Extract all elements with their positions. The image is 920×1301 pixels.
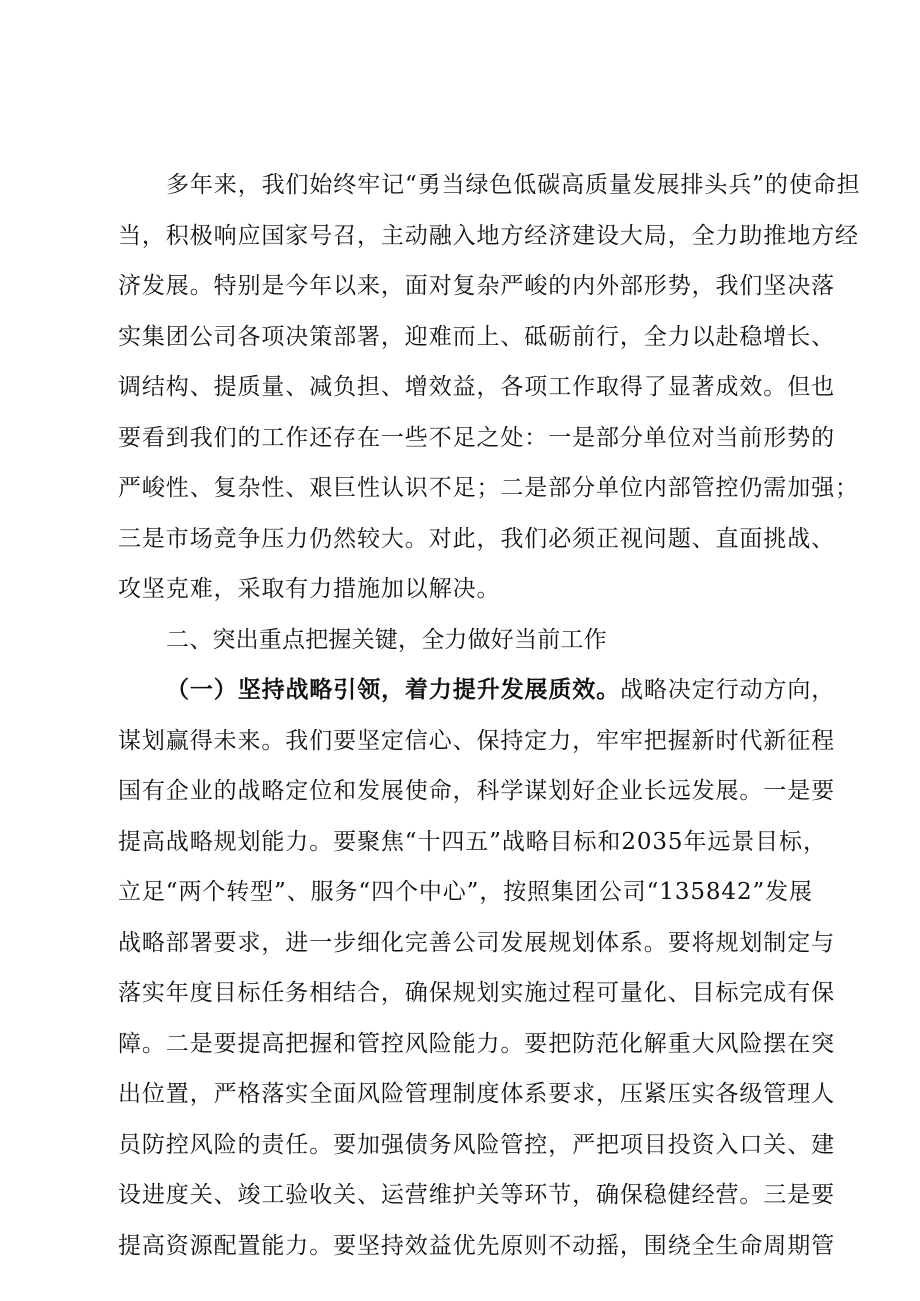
paragraph-line: 三是市场竞争压力仍然较大。对此，我们必须正视问题、直面挑战、: [118, 525, 835, 552]
paragraph-line: 落实年度目标任务相结合，确保规划实施过程可量化、目标完成有保: [118, 980, 835, 1006]
paragraph-line: 障。二是要提高把握和管控风险能力。要把防范化解重大风险摆在突: [118, 1030, 835, 1057]
paragraph-first-line: [118, 665, 836, 716]
paragraph-line: 提高资源配置能力。要坚持效益优先原则不动摇，围绕全生命周期管: [118, 1232, 835, 1259]
intro-paragraph: [118, 160, 861, 615]
paragraph-line: 出位置，严格落实全面风险管理制度体系要求，压紧压实各级管理人: [118, 1081, 835, 1107]
paragraph-line: 多年来，我们始终牢记“勇当绿色低碳高质量发展排头兵”的使命担: [166, 172, 861, 198]
paragraph-lead-text: 战略决定行动方向，: [620, 677, 836, 703]
paragraph-line: 员防控风险的责任。要加强债务风险管控，严把项目投资入口关、建: [118, 1131, 835, 1158]
paragraph-line: 严峻性、复杂性、艰巨性认识不足；二是部分单位内部管控仍需加强；: [118, 475, 859, 501]
paragraph-line: 调结构、提质量、减负担、增效益，各项工作取得了显著成效。但也: [118, 374, 835, 400]
paragraph-line: 国有企业的战略定位和发展使命，科学谋划好企业长远发展。一是要: [118, 778, 835, 804]
paragraph-line: 设进度关、竣工验收关、运营维护关等环节，确保稳健经营。三是要: [118, 1182, 835, 1208]
subsection-title: （一）坚持战略引领，着力提升发展质效。: [166, 676, 621, 703]
paragraph-line: 攻坚克难，采取有力措施加以解决。: [118, 576, 501, 602]
paragraph-line: 提高战略规划能力。要聚焦“十四五”战略目标和2035年远景目标，: [118, 828, 827, 855]
paragraph-line: 济发展。特别是今年以来，面对复杂严峻的内外部形势，我们坚决落: [118, 273, 835, 299]
paragraph-line: 当，积极响应国家号召，主动融入地方经济建设大局，全力助推地方经: [118, 222, 859, 249]
section-heading: 二、突出重点把握关键，全力做好当前工作: [166, 626, 607, 653]
document-body: [118, 160, 861, 1271]
paragraph-line: 立足“两个转型”、服务“四个中心”，按照集团公司“135842”发展: [118, 879, 813, 905]
section-paragraph: [118, 665, 836, 1271]
paragraph-line: 实集团公司各项决策部署，迎难而上、砥砺前行，全力以赴稳增长、: [118, 323, 835, 350]
paragraph-line: 要看到我们的工作还存在一些不足之处：一是部分单位对当前形势的: [118, 424, 835, 451]
paragraph-line: 战略部署要求，进一步细化完善公司发展规划体系。要将规划制定与: [118, 929, 835, 956]
paragraph-line: 谋划赢得未来。我们要坚定信心、保持定力，牢牢把握新时代新征程: [118, 727, 835, 754]
